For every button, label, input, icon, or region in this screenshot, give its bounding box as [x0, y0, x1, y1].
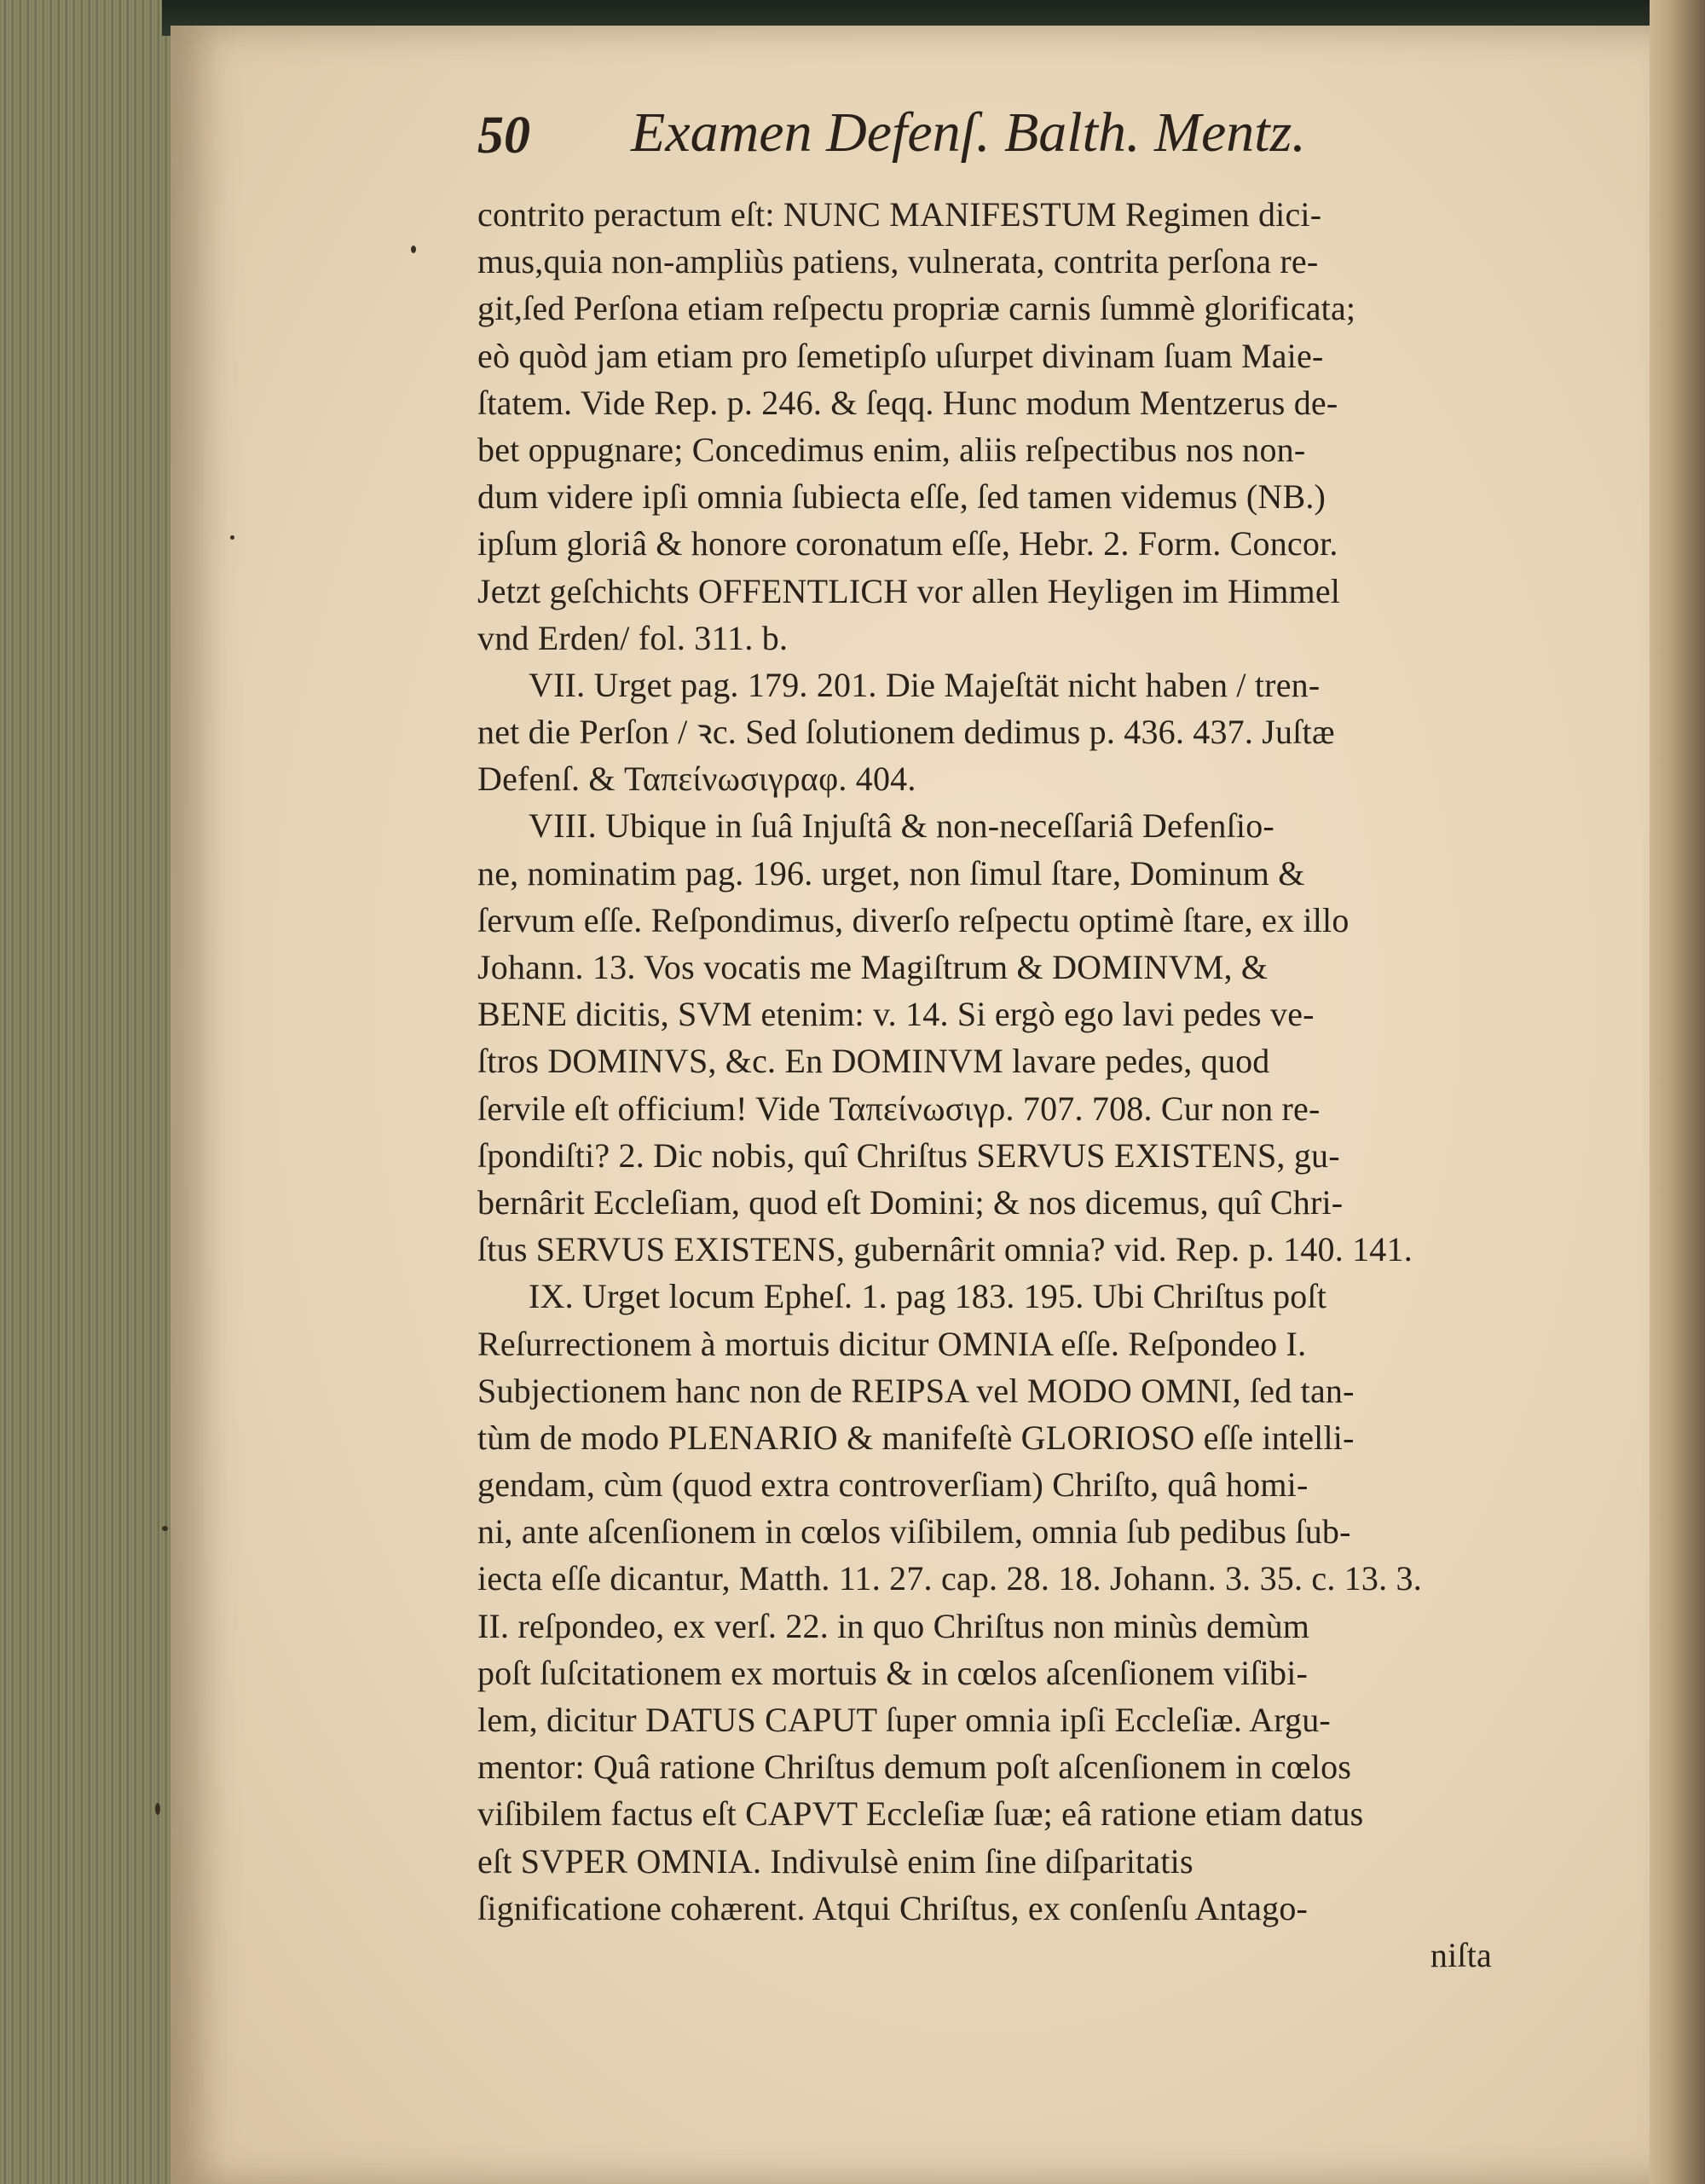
text-line: Jetzt geſchichts OFFENTLICH vor allen Heyligen im Himmel: [477, 571, 1341, 610]
text-line: ne, nominatim pag. 196. urget, non ſimul ſtare, Dominum &: [477, 853, 1305, 893]
text-line: eſt SVPER OMNIA. Indivulsè enim ſine diſparitatis: [477, 1841, 1194, 1881]
text-line: git,ſed Perſona etiam reſpectu propriæ carnis ſummè glorificata;: [477, 289, 1356, 328]
text-line: ſtus SERVUS EXISTENS, gubernârit omnia? vid. Rep. p. 140. 141.: [477, 1230, 1413, 1269]
text-line: Defenſ. & Ταπείνωσιγραφ. 404.: [477, 760, 916, 799]
text-body: [477, 191, 1492, 1979]
text-line: ſtros DOMINVS, &c. En DOMINVM lavare pedes, quod: [477, 1042, 1270, 1081]
text-line: Reſurrectionem à mortuis dicitur OMNIA eſſe. Reſpondeo I.: [477, 1324, 1307, 1363]
running-title: Examen Defenſ. Balth. Mentz.: [631, 101, 1306, 164]
text-line: ſignificatione cohærent. Atqui Chriſtus, ex conſenſu Antago-: [477, 1888, 1309, 1927]
text-line: contrito peractum eſt: NUNC MANIFESTUM Regimen dici-: [477, 195, 1322, 234]
facing-page-edge: [1650, 0, 1705, 2184]
text-line: gendam, cùm (quod extra controverſiam) Chriſto, quâ homi-: [477, 1465, 1309, 1505]
page-text: [477, 101, 1492, 1979]
text-line: mus,quia non-ampliùs patiens, vulnerata, contrita perſona re-: [477, 242, 1319, 281]
text-line: viſibilem factus eſt CAPVT Eccleſiæ ſuæ; eâ ratione etiam datus: [477, 1794, 1364, 1834]
text-line: ſervum eſſe. Reſpondimus, diverſo reſpectu optimè ſtare, ex illo: [477, 900, 1350, 939]
text-line: lem, dicitur DATUS CAPUT ſuper omnia ipſi Eccleſiæ. Argu-: [477, 1701, 1331, 1739]
text-line: ſpondiſti? 2. Dic nobis, quî Chriſtus SERVUS EXISTENS, gu-: [477, 1135, 1340, 1175]
text-line: ipſum gloriâ & honore coronatum eſſe, Hebr. 2. Form. Concor.: [477, 524, 1338, 563]
text-line: ni, ante aſcenſionem in cœlos viſibilem, omnia ſub pedibus ſub-: [477, 1512, 1351, 1551]
paragraph-start-line: IX. Urget locum Epheſ. 1. pag 183. 195. Ubi Chriſtus poſt: [529, 1277, 1327, 1316]
paragraph-start-line: VII. Urget pag. 179. 201. Die Majeſtät nicht haben / tren-: [529, 665, 1321, 704]
running-head: [477, 101, 1492, 182]
text-line: II. reſpondeo, ex verſ. 22. in quo Chriſtus non minùs demùm: [477, 1606, 1310, 1645]
text-line: bet oppugnare; Concedimus enim, aliis reſpectibus nos non-: [477, 430, 1306, 469]
text-line: vnd Erden/ fol. 311. b.: [477, 618, 789, 657]
text-line: bernârit Eccleſiam, quod eſt Domini; & nos dicemus, quî Chri-: [477, 1182, 1344, 1222]
text-line: Subjectionem hanc non de REIPSA vel MODO OMNI, ſed tan-: [477, 1371, 1355, 1410]
paragraph-start-line: VIII. Ubique in ſuâ Injuſtâ & non-neceſſariâ Defenſio-: [529, 806, 1274, 846]
text-line: tùm de modo PLENARIO & manifeſtè GLORIOSO eſſe intelli-: [477, 1418, 1355, 1457]
text-line: BENE dicitis, SVM etenim: v. 14. Si ergò ego lavi pedes ve-: [477, 995, 1315, 1034]
text-line: Johann. 13. Vos vocatis me Magiſtrum & DOMINVM, &: [477, 948, 1269, 986]
text-line: iecta eſſe dicantur, Matth. 11. 27. cap. 28. 18. Johann. 3. 35. c. 13. 3.: [477, 1559, 1422, 1598]
page-number: 50: [477, 107, 530, 165]
text-line: mentor: Quâ ratione Chriſtus demum poſt aſcenſionem in cœlos: [477, 1748, 1352, 1787]
text-line: ſervile eſt officium! Vide Ταπείνωσιγρ. 707. 708. Cur non re-: [477, 1089, 1321, 1128]
page-edges: [0, 0, 175, 2184]
text-line: dum videre ipſi omnia ſubiecta eſſe, ſed tamen videmus (NB.): [477, 477, 1326, 517]
text-line: net die Perſon / ꝛc. Sed ſolutionem dedimus p. 436. 437. Juſtæ: [477, 713, 1335, 752]
text-line: ſtatem. Vide Rep. p. 246. & ſeqq. Hunc modum Mentzerus de-: [477, 383, 1338, 422]
text-line: eò quòd jam etiam pro ſemetipſo uſurpet divinam ſuam Maie-: [477, 336, 1324, 375]
catchword: niſta: [1430, 1935, 1492, 1974]
text-line: poſt ſuſcitationem ex mortuis & in cœlos aſcenſionem viſibi-: [477, 1653, 1309, 1692]
